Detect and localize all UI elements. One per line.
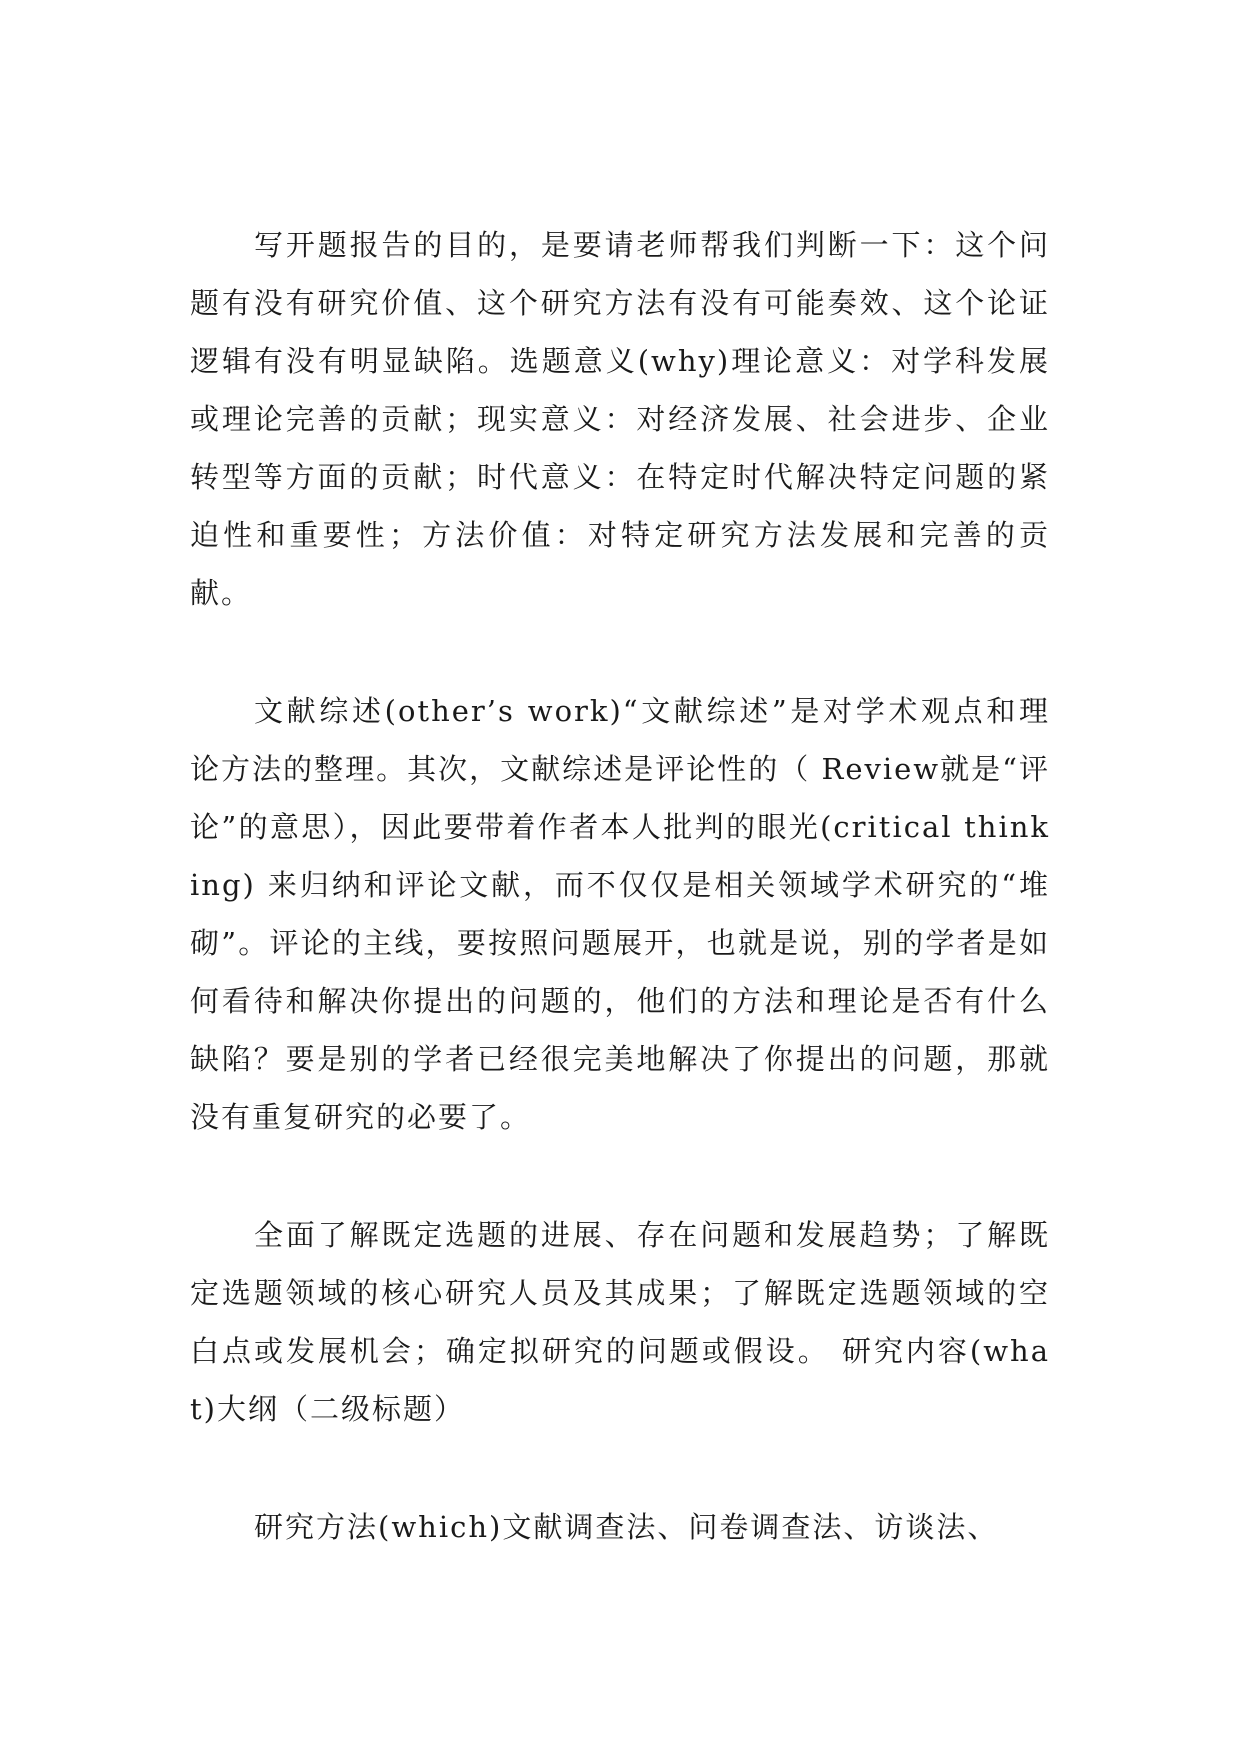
paragraph-research-methods: 研究方法(which)文献调查法、问卷调查法、访谈法、 [254, 1510, 999, 1544]
paragraph-purpose: 写开题报告的目的，是要请老师帮我们判断一下：这个问题有没有研究价值、这个研究方法有没有可能奏效、这个论证逻辑有没有明显缺陷。选题意义(why)理论意义：对学科发展或理论完善的贡献；现实意义：对经济发展、社会进步、企业转型等方面的贡献；时代意义：在特定时代解决特定问题的紧迫性和重要性；方法价值：对特定研究方法发展和完善的贡献。 [190, 228, 1050, 610]
paragraph-literature-review: 文献综述(other’s work)“文献综述”是对学术观点和理论方法的整理。其次，文献综述是评论性的（ Review就是“评论”的意思），因此要带着作者本人批判的眼光(critical thinking) 来归纳和评论文献，而不仅仅是相关领域学术研究的“堆砌”。评论的主线，要按照问题展开，也就是说，别的学者是如何看待和解决你提出的问题的，他们的方法和理论是否有什么缺陷？要是别的学者已经很完美地解决了你提出的问题，那就没有重复研究的必要了。 [190, 694, 1050, 1134]
paragraph-research-content: 全面了解既定选题的进展、存在问题和发展趋势；了解既定选题领域的核心研究人员及其成果；了解既定选题领域的空白点或发展机会；确定拟研究的问题或假设。 研究内容(what)大纲（二级标题） [190, 1218, 1050, 1426]
